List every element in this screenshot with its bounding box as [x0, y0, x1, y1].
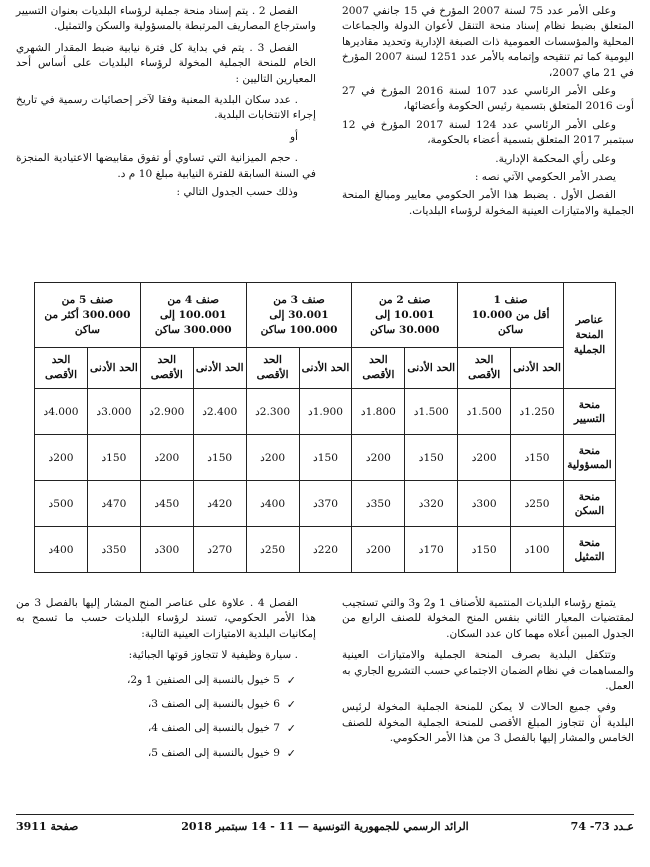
column-top-left: [16, 4, 316, 203]
table-row: [35, 389, 616, 435]
table-cell: 200د: [140, 435, 193, 481]
article-4: الفصل 4 . علاوة على عناصر المنح المشار إليها بالفصل 3 من هذا الأمر الحكومي، تسند لرؤساء البلديات حسب ما تسمح به إمكانيات البلدية الامتيازات العينية التالية:: [16, 597, 316, 640]
row-label: منحة السكن: [564, 481, 616, 527]
table-cell: 200د: [352, 435, 405, 481]
table-cell: 250د: [246, 527, 299, 573]
checkmark-icon: ✓: [286, 698, 296, 712]
criterion-budget: . حجم الميزانية التي تساوي أو تفوق مقابيضها الاعتيادية المنجزة في السنة السابقة للفترة النيابية مبلغ 10 م د.: [16, 152, 316, 180]
list-item: ✓ 5 خيول بالنسبة إلى الصنفين 1 و2،: [126, 673, 296, 687]
table-cell: 470د: [87, 481, 140, 527]
max-header: الحد الأقصى: [458, 348, 511, 389]
checkmark-icon: ✓: [286, 673, 296, 687]
table-cell: 150د: [87, 435, 140, 481]
table-cell: 150د: [193, 435, 246, 481]
checkmark-icon: ✓: [286, 746, 296, 760]
table-cell: 2.900د: [140, 389, 193, 435]
table-corner-label: عناصر المنحة الجملية: [564, 283, 616, 389]
article-2: الفصل 2 . يتم إسناد منحة جملية لرؤساء البلديات بعنوان التسيير واسترجاع المصاريف المرتبطة بالمسؤولية والسكن والتمثيل.: [16, 5, 316, 33]
table-cell: 170د: [405, 527, 458, 573]
table-row: [35, 481, 616, 527]
table-cell: 1.900د: [299, 389, 352, 435]
table-cell: 1.250د: [511, 389, 564, 435]
table-cell: 1.500د: [405, 389, 458, 435]
paragraph: وعلى رأي المحكمة الإدارية.: [495, 152, 616, 165]
article-1: الفصل الأول . يضبط هذا الأمر الحكومي معايير ومبالغ المنحة الجملية والامتيازات العينية المخولة لرؤساء البلديات.: [342, 189, 634, 217]
article-3: الفصل 3 . يتم في بداية كل فترة نيابية ضبط المقدار الشهري الخام للمنحة الجملية المخولة لرؤساء البلديات على أساس أحد المعيارين التاليين :: [16, 41, 316, 85]
table-cell: 270د: [193, 527, 246, 573]
allowance-table: [34, 282, 616, 573]
min-header: الحد الأدنى: [405, 348, 458, 389]
table-cell: 420د: [193, 481, 246, 527]
class-header: صنف 3 من 30.001 إلى 100.000 ساكن: [246, 283, 352, 348]
paragraph: يتمتع رؤساء البلديات المنتمية للأصناف 1 و2 و3 والتي تستجيب لمقتضيات المعيار الثاني بنفس المنح المخولة للصنف الرابع من الجدول المبين أعلاه مهما كان عدد السكان.: [342, 597, 634, 640]
table-cell: 200د: [35, 435, 88, 481]
list-item: ✓ 7 خيول بالنسبة إلى الصنف 4،: [147, 722, 296, 736]
table-cell: 220د: [299, 527, 352, 573]
table-cell: 3.000د: [87, 389, 140, 435]
table-cell: 1.500د: [458, 389, 511, 435]
column-top-right: [342, 4, 634, 222]
checkmark-icon: ✓: [286, 722, 296, 736]
table-cell: 2.400د: [193, 389, 246, 435]
table-cell: 4.000د: [35, 389, 88, 435]
paragraph: وعلى الأمر الرئاسي عدد 124 لسنة 2017 المؤرخ في 12 سبتمبر 2017 المتعلق بتسمية أعضاء بالحكومة،: [342, 118, 634, 147]
table-cell: 150د: [299, 435, 352, 481]
table-cell: 2.300د: [246, 389, 299, 435]
paragraph: وتتكفل البلدية بصرف المنحة الجملية والامتيازات العينية والمساهمات في نظام الضمان الاجتماعي حسب التشريع الجاري به العمل.: [342, 649, 634, 693]
table-intro: وذلك حسب الجدول التالي :: [176, 186, 298, 199]
table-cell: 200د: [458, 435, 511, 481]
paragraph: وفي جميع الحالات لا يمكن للمنحة الجملية المخولة لرئيس البلدية أن تتجاوز المبلغ الأقصى للمنحة الجملية المخولة للصنف الخامس والمشار إليها بالفصل 3 من هذا الأمر الحكومي.: [342, 701, 634, 745]
table-cell: 450د: [140, 481, 193, 527]
journal-title: الرائد الرسمي للجمهورية التونسية — 11 - 14 سبتمبر 2018: [181, 820, 469, 833]
table-cell: 100د: [511, 527, 564, 573]
table-cell: 300د: [140, 527, 193, 573]
column-bottom-right: [342, 596, 634, 750]
paragraph: وعلى الأمر الرئاسي عدد 107 لسنة 2016 المؤرخ في 27 أوت 2016 المتعلق بتسمية رئيس الحكومة وأعضائها،: [342, 85, 634, 113]
issue-number: عـدد 73- 74: [570, 820, 634, 833]
min-header: الحد الأدنى: [193, 348, 246, 389]
table-cell: 350د: [352, 481, 405, 527]
table-row: [35, 435, 616, 481]
table-cell: 150د: [458, 527, 511, 573]
table-cell: 320د: [405, 481, 458, 527]
table-cell: 150د: [511, 435, 564, 481]
paragraph: وعلى الأمر عدد 75 لسنة 2007 المؤرخ في 15 جانفي 2007 المتعلق بضبط نظام إسناد منحة التنقل لأعوان الدولة والجماعات المحلية والمؤسسات العمومية ذات الصبغة الإدارية وتحديد مقاديرها اليومية كما تم تنقيحه وإتمامه بالأمر عدد 1251 لسنة 2007 المؤرخ في 21 ماي 2007،: [342, 5, 634, 79]
criterion-population: . عدد سكان البلدية المعنية وفقا لآخر إحصائيات رسمية في تاريخ إجراء الانتخابات البلدية.: [16, 94, 316, 122]
max-header: الحد الأقصى: [35, 348, 88, 389]
class-header: صنف 4 من 100.001 إلى 300.000 ساكن: [140, 283, 246, 348]
table-cell: 370د: [299, 481, 352, 527]
table-cell: 500د: [35, 481, 88, 527]
table-body: [35, 389, 616, 573]
min-header: الحد الأدنى: [511, 348, 564, 389]
min-header: الحد الأدنى: [87, 348, 140, 389]
table-cell: 350د: [87, 527, 140, 573]
table-cell: 250د: [511, 481, 564, 527]
max-header: الحد الأقصى: [140, 348, 193, 389]
row-label: منحة المسؤولية: [564, 435, 616, 481]
table-cell: 200د: [246, 435, 299, 481]
or-separator: أو: [289, 130, 298, 143]
table-cell: 1.800د: [352, 389, 405, 435]
paragraph: يصدر الأمر الحكومي الآتي نصه :: [474, 171, 616, 184]
vehicle-list: [16, 673, 316, 762]
max-header: الحد الأقصى: [246, 348, 299, 389]
table-cell: 400د: [246, 481, 299, 527]
table-cell: 400د: [35, 527, 88, 573]
row-label: منحة التمثيل: [564, 527, 616, 573]
page-number: صفحة 3911: [16, 820, 79, 833]
class-header: صنف 2 من 10.001 إلى 30.000 ساكن: [352, 283, 458, 348]
table-cell: 200د: [352, 527, 405, 573]
vehicle-intro: . سيارة وظيفية لا تتجاوز قوتها الجبائية:: [128, 649, 298, 662]
min-header: الحد الأدنى: [299, 348, 352, 389]
column-bottom-left: [16, 596, 316, 770]
table-cell: 150د: [405, 435, 458, 481]
page-footer: [16, 814, 634, 839]
table-cell: 300د: [458, 481, 511, 527]
list-item: ✓ 6 خيول بالنسبة إلى الصنف 3،: [147, 698, 296, 712]
list-item: ✓ 9 خيول بالنسبة إلى الصنف 5،: [147, 746, 296, 760]
table-row: [35, 527, 616, 573]
class-header: صنف 5 من 300.000 أكثر من ساكن: [35, 283, 141, 348]
class-header: صنف 1 أقل من 10.000 ساكن: [458, 283, 564, 348]
row-label: منحة التسيير: [564, 389, 616, 435]
max-header: الحد الأقصى: [352, 348, 405, 389]
